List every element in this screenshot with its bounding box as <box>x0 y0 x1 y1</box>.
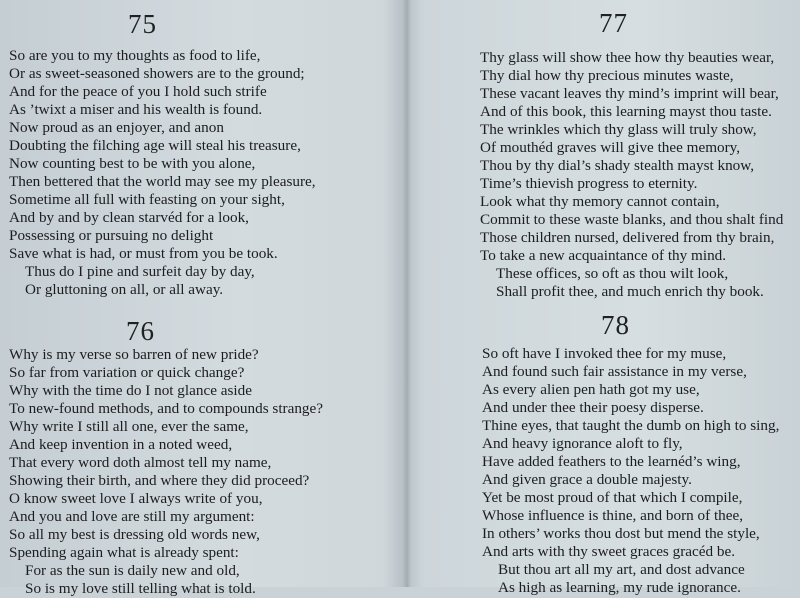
sonnet-line: Save what is had, or must from you be took. <box>9 245 278 262</box>
sonnet-number: 76 <box>126 316 155 346</box>
sonnet-line: And of this book, this learning mayst thou taste. <box>480 103 772 120</box>
sonnet-line: As high as learning, my rude ignorance. <box>498 579 741 596</box>
sonnet-line: The wrinkles which thy glass will truly show, <box>480 121 757 138</box>
sonnet-line: And under thee their poesy disperse. <box>482 399 704 416</box>
sonnet-line: Thou by thy dial’s shady stealth mayst know, <box>480 157 755 174</box>
sonnet-77 <box>408 0 800 300</box>
sonnet-number: 77 <box>599 8 628 38</box>
sonnet-line: These offices, so oft as thou wilt look, <box>496 265 729 282</box>
sonnet-line: Those children nursed, delivered from thy brain, <box>480 229 775 246</box>
sonnet-line: And found such fair assistance in my verse, <box>482 363 747 380</box>
sonnet-line: So are you to my thoughts as food to life, <box>9 47 261 64</box>
sonnet-line: Thus do I pine and surfeit day by day, <box>25 263 255 280</box>
sonnet-line: So oft have I invoked thee for my muse, <box>482 345 727 362</box>
sonnet-line: So far from variation or quick change? <box>9 364 245 381</box>
sonnet-lines <box>480 49 783 301</box>
sonnet-line: Yet be most proud of that which I compile, <box>482 489 743 506</box>
sonnet-line: Or as sweet-seasoned showers are to the ground; <box>9 65 305 82</box>
sonnet-line: Time’s thievish progress to eternity. <box>480 175 698 192</box>
sonnet-line: As every alien pen hath got my use, <box>482 381 700 398</box>
sonnet-line: To take a new acquaintance of thy mind. <box>480 247 727 264</box>
sonnet-line: These vacant leaves thy mind’s imprint will bear, <box>480 85 779 102</box>
sonnet-number: 75 <box>128 9 157 39</box>
sonnet-line: Look what thy memory cannot contain, <box>480 193 720 210</box>
sonnet-78 <box>408 300 800 596</box>
sonnet-line: Spending again what is already spent: <box>9 544 239 561</box>
sonnet-line: Commit to these waste blanks, and thou shalt find <box>480 211 784 228</box>
sonnet-line: Why write I still all one, ever the same, <box>9 418 249 435</box>
sonnet-75 <box>0 0 405 298</box>
sonnet-line: Doubting the filching age will steal his treasure, <box>9 137 301 154</box>
sonnet-line: Now proud as an enjoyer, and anon <box>9 119 224 136</box>
sonnet-line: Or gluttoning on all, or all away. <box>25 281 224 298</box>
sonnet-line: Then bettered that the world may see my pleasure, <box>9 173 316 190</box>
sonnet-line: To new-found methods, and to compounds strange? <box>9 400 324 417</box>
sonnet-lines <box>9 346 323 598</box>
sonnet-line: Whose influence is thine, and born of thee, <box>482 507 744 524</box>
sonnet-line: Why is my verse so barren of new pride? <box>9 346 259 363</box>
sonnet-lines <box>482 345 779 597</box>
sonnet-line: And arts with thy sweet graces gracéd be. <box>482 543 736 560</box>
sonnet-line: And for the peace of you I hold such strife <box>9 83 267 100</box>
sonnet-line: And heavy ignorance aloft to fly, <box>482 435 683 452</box>
sonnet-line: Of mouthéd graves will give thee memory, <box>480 139 741 156</box>
right-page <box>408 0 800 596</box>
sonnet-line: And keep invention in a noted weed, <box>9 436 233 453</box>
sonnet-line: Have added feathers to the learnéd’s wing, <box>482 453 741 470</box>
sonnet-line: Thy glass will show thee how thy beauties wear, <box>480 49 775 66</box>
sonnet-line: Possessing or pursuing no delight <box>9 227 214 244</box>
sonnet-line: In others’ works thou dost but mend the style, <box>482 525 760 542</box>
sonnet-line: Showing their birth, and where they did proceed? <box>9 472 310 489</box>
sonnet-line: Now counting best to be with you alone, <box>9 155 256 172</box>
sonnet-line: Sometime all full with feasting on your sight, <box>9 191 285 208</box>
sonnet-76 <box>0 300 405 597</box>
sonnet-line: And by and by clean starvéd for a look, <box>9 209 249 226</box>
sonnet-line: And given grace a double majesty. <box>482 471 692 488</box>
sonnet-lines <box>9 47 316 299</box>
sonnet-number: 78 <box>601 310 630 340</box>
sonnet-line: Shall profit thee, and much enrich thy book. <box>496 283 764 300</box>
sonnet-line: O know sweet love I always write of you, <box>9 490 263 507</box>
sonnet-line: For as the sun is daily new and old, <box>25 562 240 579</box>
sonnet-line: Thy dial how thy precious minutes waste, <box>480 67 734 84</box>
sonnet-line: Why with the time do I not glance aside <box>9 382 252 399</box>
sonnet-line: But thou art all my art, and dost advance <box>498 561 745 578</box>
sonnet-line: Thine eyes, that taught the dumb on high to sing, <box>482 417 780 434</box>
sonnet-line: That every word doth almost tell my name, <box>9 454 272 471</box>
sonnet-line: So all my best is dressing old words new, <box>9 526 260 543</box>
sonnet-line: As ’twixt a miser and his wealth is found. <box>9 101 263 118</box>
sonnet-line: So is my love still telling what is told. <box>25 580 256 597</box>
sonnet-line: And you and love are still my argument: <box>9 508 255 525</box>
